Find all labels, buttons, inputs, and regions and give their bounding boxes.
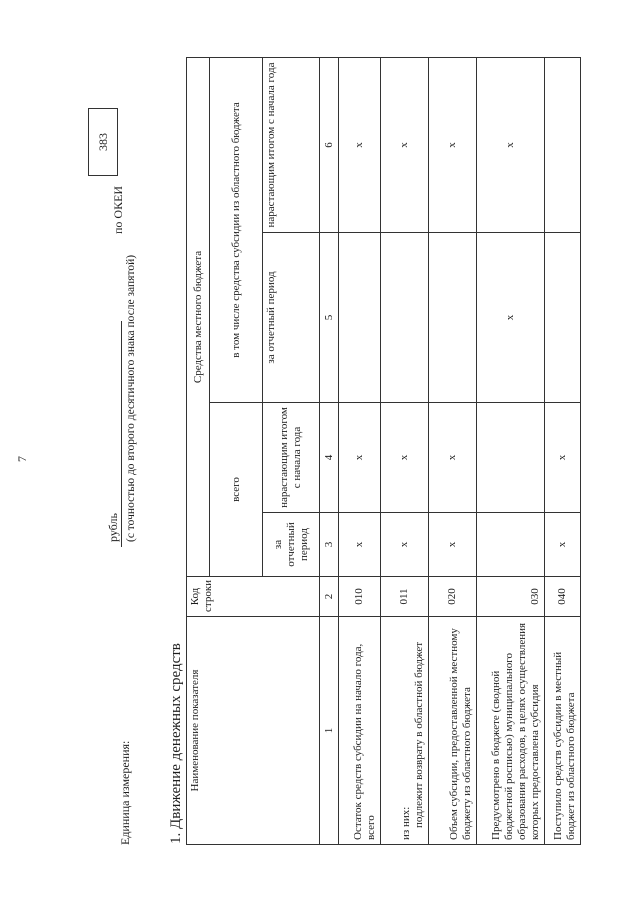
cell-cumulative: x — [429, 403, 477, 513]
cell-period-subsidy — [429, 233, 477, 403]
table-row — [381, 58, 429, 845]
row-name: Остаток средств субсидии на начало года, всего — [339, 617, 381, 845]
cell-period: x — [545, 513, 581, 577]
row-code: 030 — [477, 577, 545, 617]
cell-cumulative-subsidy: x — [339, 58, 381, 233]
table-row — [429, 58, 477, 845]
cell-cumulative-subsidy: x — [477, 58, 545, 233]
cell-period: x — [381, 513, 429, 577]
header-period-subsidy: за отчетный период — [263, 233, 320, 403]
section-title: 1. Движение денежных средств — [168, 643, 184, 844]
column-numbers-row — [320, 58, 339, 845]
header-total: всего — [210, 403, 263, 577]
row-code: 020 — [429, 577, 477, 617]
header-code: Код строки — [187, 577, 320, 617]
column-number: 6 — [320, 58, 339, 233]
cell-period — [477, 513, 545, 577]
cell-cumulative-subsidy: x — [429, 58, 477, 233]
table-row — [545, 58, 581, 845]
unit-value: рубль — [106, 513, 120, 542]
cell-period-subsidy — [339, 233, 381, 403]
cell-period: x — [429, 513, 477, 577]
column-number: 1 — [320, 617, 339, 845]
column-number: 3 — [320, 513, 339, 577]
unit-underline — [121, 321, 122, 547]
cell-cumulative-subsidy: x — [381, 58, 429, 233]
cell-cumulative — [477, 403, 545, 513]
cell-cumulative: x — [545, 403, 581, 513]
unit-precision-note: (с точностью до второго десятичного знака после запятой) — [125, 254, 137, 542]
cell-period-subsidy — [381, 233, 429, 403]
column-number: 5 — [320, 233, 339, 403]
row-name: Объем субсидии, предоставленной местному бюджету из областного бюджета — [429, 617, 477, 845]
header-incl-subsidy: в том числе средства субсидии из областного бюджета — [210, 58, 263, 403]
cell-period-subsidy: x — [477, 233, 545, 403]
row-code: 010 — [339, 577, 381, 617]
cell-cumulative: x — [381, 403, 429, 513]
row-name: Предусмотрено в бюджете (сводной бюджетной росписью) муниципального образования расходов, в целях осуществления которых предоставлена субсидия — [477, 617, 545, 845]
cell-cumulative-subsidy — [545, 58, 581, 233]
column-number: 2 — [320, 577, 339, 617]
column-number: 4 — [320, 403, 339, 513]
header-name: Наименование показателя — [187, 617, 320, 845]
table-row — [477, 58, 545, 845]
header-cumulative-subsidy: нарастающим итогом с начала года — [263, 58, 320, 233]
page-number: 7 — [15, 456, 29, 462]
row-name: Поступило средств субсидии в местный бюджет из областного бюджета — [545, 617, 581, 845]
header-local-funds: Средства местного бюджета — [187, 58, 210, 577]
unit-label: Единица измерения: — [118, 740, 132, 845]
okei-label: по ОКЕИ — [111, 185, 125, 234]
header-period: за отчетный период — [263, 513, 320, 577]
row-code: 011 — [381, 577, 429, 617]
cell-period: x — [339, 513, 381, 577]
row-name: из них: — [400, 806, 412, 840]
row-code: 040 — [545, 577, 581, 617]
okei-code-box: 383 — [88, 108, 118, 176]
header-cumulative: нарастающим итогом с начала года — [263, 403, 320, 513]
row-subname: подлежит возврату в областной бюджет — [413, 641, 425, 828]
cell-period-subsidy — [545, 233, 581, 403]
cell-cumulative: x — [339, 403, 381, 513]
table-row — [339, 58, 381, 845]
cash-flow-table — [186, 57, 581, 845]
